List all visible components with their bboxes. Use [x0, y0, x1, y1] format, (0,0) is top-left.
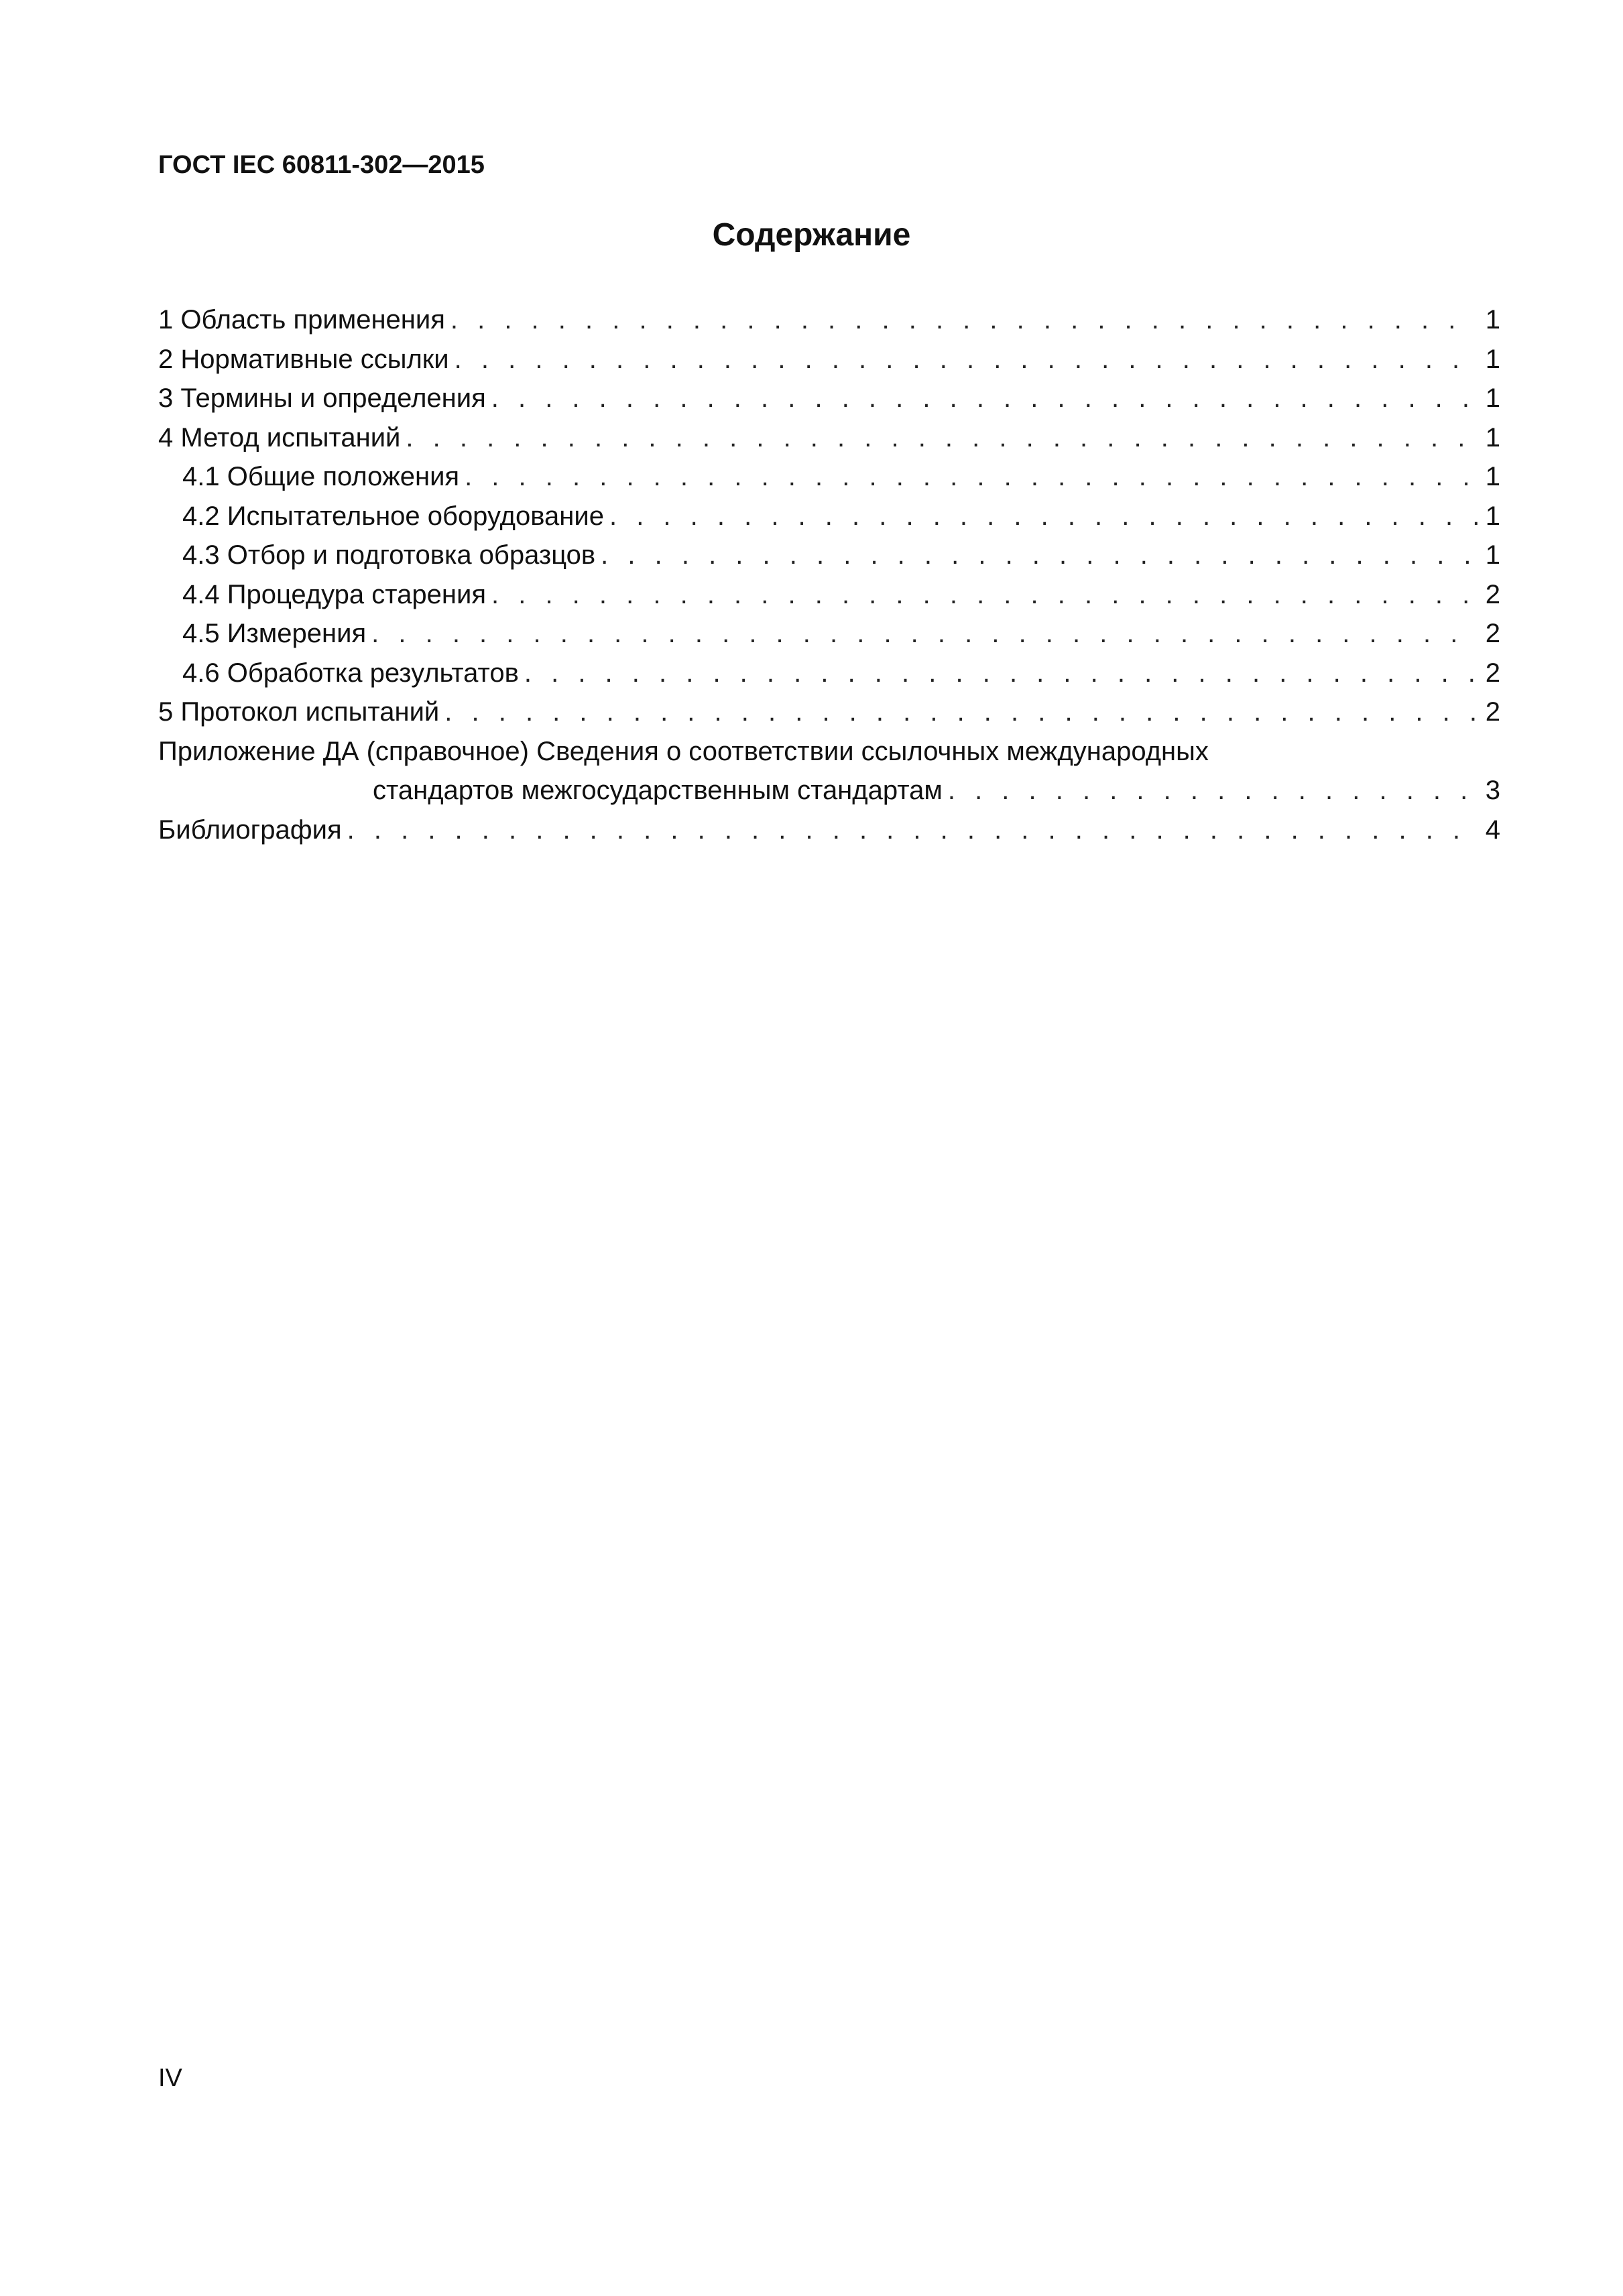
- toc-entry-label: 4 Метод испытаний: [158, 422, 401, 452]
- toc-entry-results-processing[interactable]: [158, 654, 1500, 693]
- toc-entry-label: 5 Протокол испытаний: [158, 697, 440, 727]
- toc-entry-test-method[interactable]: [158, 418, 1500, 458]
- toc-entry-label: Библиография: [158, 814, 342, 845]
- toc-leader-dots: [601, 536, 1478, 575]
- document-code: ГОСТ IEC 60811-302—2015: [158, 151, 485, 179]
- toc-leader-dots: [524, 654, 1478, 693]
- toc-entry-label: 4.4 Процедура старения: [182, 579, 486, 609]
- table-of-contents: [158, 300, 1500, 849]
- toc-entry-test-equipment[interactable]: [158, 497, 1500, 536]
- toc-title: Содержание: [712, 217, 911, 253]
- toc-leader-dots: [406, 418, 1478, 458]
- toc-entry-label: 3 Термины и определения: [158, 383, 486, 413]
- toc-entry-sampling[interactable]: [158, 536, 1500, 575]
- toc-entry-page: 2: [1485, 579, 1500, 609]
- toc-entry-label: 4.1 Общие положения: [182, 462, 460, 491]
- toc-leader-dots: [465, 457, 1478, 497]
- toc-leader-dots: [444, 692, 1478, 732]
- toc-leader-dots: [347, 810, 1478, 850]
- toc-entry-page: 1: [1485, 462, 1500, 491]
- toc-entry-annex-da-continued[interactable]: [158, 771, 1500, 810]
- toc-entry-terms-definitions[interactable]: [158, 379, 1500, 418]
- toc-entry-page: 1: [1485, 344, 1500, 374]
- toc-entry-label: 4.6 Обработка результатов: [182, 658, 519, 688]
- toc-entry-label: 2 Нормативные ссылки: [158, 344, 449, 374]
- toc-leader-dots: [491, 379, 1478, 418]
- toc-entry-page: 2: [1485, 658, 1500, 688]
- toc-entry-general[interactable]: [158, 457, 1500, 497]
- toc-entry-label: Приложение ДА (справочное) Сведения о соответствии ссылочных международных: [158, 736, 1209, 766]
- toc-entry-page: 3: [1485, 776, 1500, 805]
- page-number: IV: [158, 2064, 182, 2092]
- toc-leader-dots: [491, 575, 1478, 615]
- toc-entry-page: 4: [1485, 814, 1500, 845]
- toc-entry-annex-da[interactable]: [158, 732, 1500, 772]
- toc-leader-dots: [948, 771, 1478, 810]
- toc-leader-dots: [455, 340, 1478, 379]
- toc-entry-label: 4.5 Измерения: [182, 619, 367, 648]
- toc-entry-ageing-procedure[interactable]: [158, 575, 1500, 615]
- toc-entry-page: 2: [1485, 619, 1500, 648]
- toc-entry-measurements[interactable]: [158, 614, 1500, 654]
- toc-entry-label: 1 Область применения: [158, 305, 445, 335]
- toc-entry-scope[interactable]: [158, 300, 1500, 340]
- toc-entry-label: 4.2 Испытательное оборудование: [182, 501, 604, 531]
- toc-entry-page: 1: [1485, 383, 1500, 413]
- toc-entry-normative-references[interactable]: [158, 340, 1500, 379]
- toc-leader-dots: [609, 497, 1478, 536]
- toc-entry-bibliography[interactable]: [158, 810, 1500, 850]
- toc-entry-test-report[interactable]: [158, 692, 1500, 732]
- toc-leader-dots: [450, 300, 1478, 340]
- toc-entry-page: 2: [1485, 697, 1500, 727]
- toc-entry-label: стандартов межгосударственным стандартам: [373, 776, 943, 805]
- toc-entry-label: 4.3 Отбор и подготовка образцов: [182, 540, 596, 570]
- toc-leader-dots: [371, 614, 1478, 654]
- toc-entry-page: 1: [1485, 305, 1500, 335]
- toc-entry-page: 1: [1485, 540, 1500, 570]
- toc-entry-page: 1: [1485, 422, 1500, 452]
- toc-entry-page: 1: [1485, 501, 1500, 531]
